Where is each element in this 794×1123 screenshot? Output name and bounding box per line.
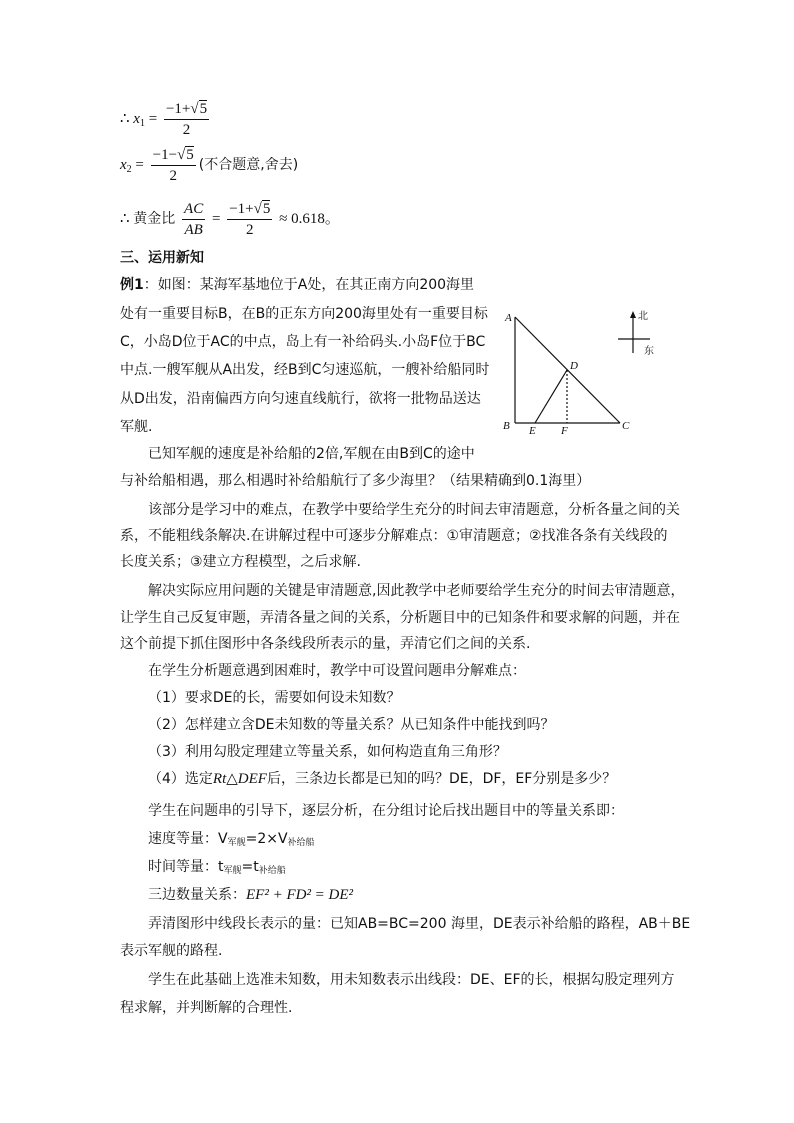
compass-east-label: 东 — [644, 346, 654, 357]
speed-relation: 速度等量：V军舰=2×V补给船 — [148, 831, 315, 848]
question-3: （3）利用勾股定理建立等量关系，如何构造直角三角形？ — [148, 744, 507, 760]
label-f: F — [561, 425, 568, 435]
para-2-line-2: 系，不能粗线条解决.在讲解过程中可逐步分解难点：①审清题意；②找准各条有关线段的 — [120, 528, 668, 544]
para-3-line-1: 解决实际应用问题的关键是审清题意,因此教学中老师要给学生充分的时间去审清题意， — [148, 583, 685, 599]
example-line-5: 从D出发，沿南偏西方向匀速直线航行，欲将一批物品送达 — [120, 391, 481, 407]
example-line-3: C，小岛D位于AC的中点，岛上有一补给码头.小岛F位于BC — [120, 334, 486, 350]
x2-equation: $x_2$ = $\frac{-1-√5}{2}$ (不合题意,舍去) — [120, 147, 299, 184]
x1-fraction: $\frac{-1+√5}{2}$ — [165, 101, 208, 138]
example-line-2: 处有一重要目标B，在B的正东方向200海里处有一重要目标 — [120, 306, 488, 322]
x2-fraction: $\frac{-1-√5}{2}$ — [152, 147, 194, 184]
label-e: E — [529, 425, 536, 435]
ratio-fraction: $\frac{AC}{AB}$ — [184, 201, 204, 238]
para-1-line-1: 已知军舰的速度是补给船的2倍,军舰在由B到C的途中 — [148, 446, 475, 462]
compass-north-arrow — [630, 311, 636, 318]
para-2-line-3: 长度关系；③建立方程模型，之后求解. — [120, 554, 361, 570]
question-4: （4）选定Rt△DEF后，三条边长都是已知的吗？DE，DF，EF分别是多少？ — [148, 771, 617, 787]
para-3-line-3: 这个前提下抓住图形中各条线段所表示的量，弄清它们之间的关系. — [120, 636, 531, 652]
golden-ratio-equation: ∴ 黄金比 $\frac{AC}{AB}$ = $\frac{-1+√5}{2}$ ≈ 0.618。 — [120, 201, 340, 238]
para-2-line-1: 该部分是学习中的难点，在教学中要给学生充分的时间去审清题意，分析各量之间的关 — [148, 502, 680, 518]
para-3-line-2: 让学生自己反复审题，弄清各量之间的关系，分析题目中的已知条件和要求解的问题，并在 — [120, 610, 680, 626]
triangle-figure — [500, 305, 670, 435]
para-4: 在学生分析题意遇到困难时，教学中可设置问题串分解难点： — [148, 663, 526, 679]
para-7-line-1: 学生在此基础上选准未知数，用未知数表示出线段：DE、EF的长，根据勾股定理列方 — [148, 972, 675, 988]
example-line-6: 军舰. — [120, 419, 153, 435]
para-6-line-1: 弄清图形中线段长表示的量：已知AB=BC=200 海里，DE表示补给船的路程，AB＋BE — [148, 916, 691, 932]
x1-equation: ∴ $x_1$ = $\frac{-1+√5}{2}$ — [120, 101, 208, 138]
golden-fraction: $\frac{-1+√5}{2}$ — [229, 201, 271, 238]
example-label: 例1 — [120, 277, 144, 293]
para-7-line-2: 程求解，并判断解的合理性. — [120, 1000, 293, 1016]
example-line-4: 中点.一艘军舰从A出发，经B到C匀速巡航，一艘补给船同时 — [120, 362, 490, 378]
compass-north-label: 北 — [638, 311, 648, 322]
para-1-line-2: 与补给船相遇，那么相遇时补给船航行了多少海里？（结果精确到0.1海里） — [120, 473, 591, 489]
side-relation: 三边数量关系：EF² + FD² = DE² — [148, 887, 354, 903]
para-6-line-2: 表示军舰的路程. — [120, 943, 223, 959]
question-2: （2）怎样建立含DE未知数的等量关系？从已知条件中能找到吗？ — [148, 717, 555, 733]
example-line-1: 例1：如图：某海军基地位于A处，在其正南方向200海里 — [120, 277, 475, 293]
para-5: 学生在问题串的引导下，逐层分析，在分组讨论后找出题目中的等量关系即： — [148, 803, 624, 819]
label-c: C — [622, 420, 630, 432]
label-b: B — [503, 420, 510, 432]
section-title: 三、运用新知 — [120, 250, 204, 266]
question-1: （1）要求DE的长，需要如何设未知数？ — [148, 690, 401, 706]
label-a: A — [505, 312, 512, 324]
segment-de — [535, 370, 567, 423]
label-d: D — [570, 360, 578, 372]
time-relation: 时间等量：t军舰=t补给船 — [148, 859, 286, 876]
